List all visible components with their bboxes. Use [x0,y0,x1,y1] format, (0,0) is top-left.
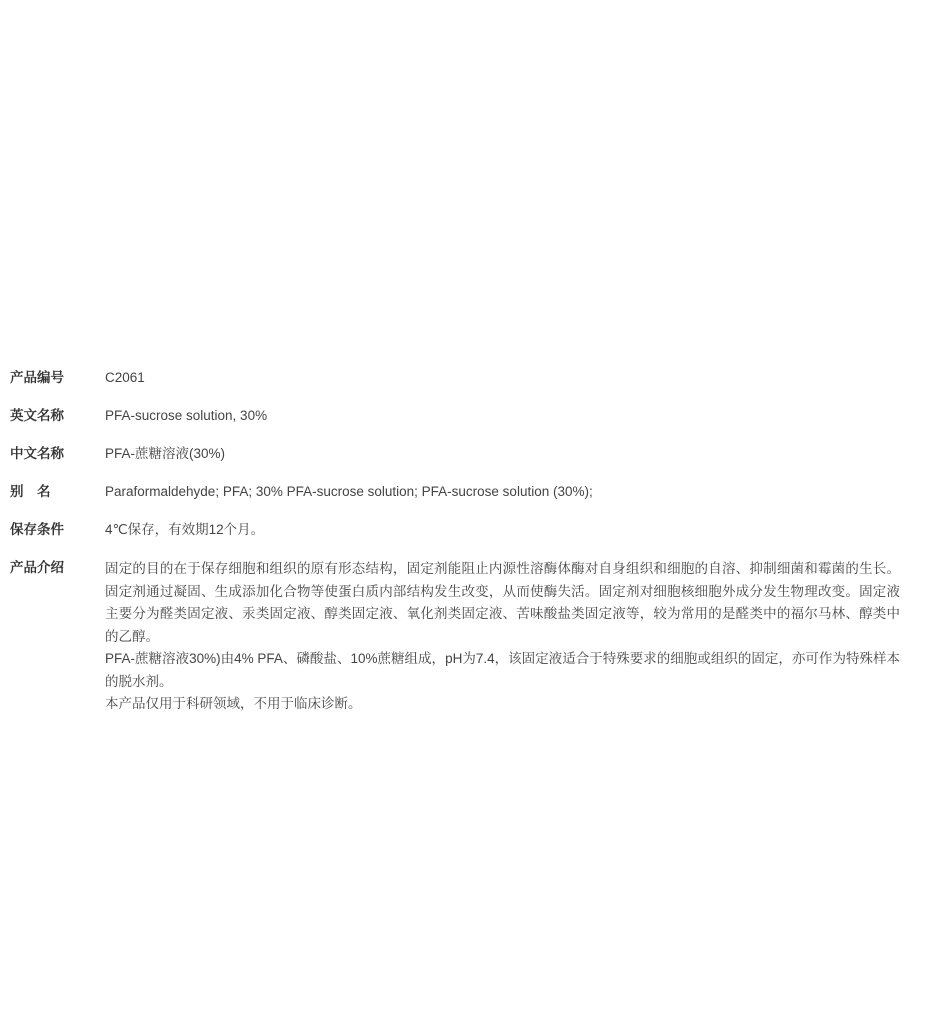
row-label-english-name: 英文名称 [10,408,64,423]
row-label-chinese-name: 中文名称 [10,446,64,461]
table-row [10,368,910,406]
row-value-alias: Paraformaldehyde; PFA; 30% PFA-sucrose solution; PFA-sucrose solution (30%); [105,484,593,499]
intro-paragraph: PFA-蔗糖溶液30%)由4% PFA、磷酸盐、10%蔗糖组成，pH为7.4，该固定液适合于特殊要求的细胞或组织的固定，亦可作为特殊样本的脱水剂。 [105,651,900,689]
product-spec-table [10,368,910,716]
row-value-introduction [105,558,910,716]
row-value-chinese-name: PFA-蔗糖溶液(30%) [105,446,226,461]
intro-paragraph: 固定的目的在于保存细胞和组织的原有形态结构，固定剂能阻止内源性溶酶体酶对自身组织和细胞的自溶、抑制细菌和霉菌的生长。固定剂通过凝固、生成添加化合物等使蛋白质内部结构发生改变，从而使酶失活。固定剂对细胞核细胞外成分发生物理改变。固定液主要分为醛类固定液、汞类固定液、醇类固定液、氧化剂类固定液、苦味酸盐类固定液等，较为常用的是醛类中的福尔马林、醇类中的乙醇。 [105,561,900,644]
row-value-storage: 4℃保存，有效期12个月。 [105,522,265,537]
table-row [10,558,910,716]
row-label-alias: 别 名 [10,484,51,499]
table-row [10,444,910,482]
table-row [10,520,910,558]
table-row [10,406,910,444]
row-value-english-name: PFA-sucrose solution, 30% [105,408,268,423]
intro-paragraph: 本产品仅用于科研领域，不用于临床诊断。 [105,696,362,711]
row-label-introduction: 产品介绍 [10,560,64,575]
row-value-product-code: C2061 [105,370,145,385]
row-label-storage: 保存条件 [10,522,64,537]
table-row [10,482,910,520]
row-label-product-code: 产品编号 [10,370,64,385]
